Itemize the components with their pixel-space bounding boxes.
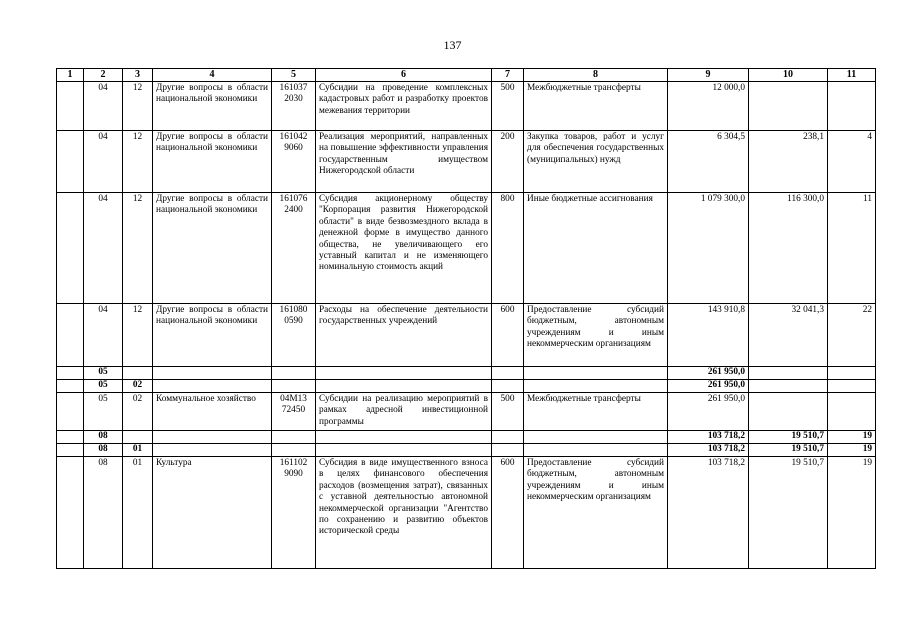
cell-amount: 261 950,0: [668, 393, 749, 431]
cell-section: 04: [84, 82, 123, 131]
cell-name: Коммунальное хозяйство: [153, 393, 272, 431]
cell-subsection: 12: [123, 82, 153, 131]
subsection-total-row: [57, 444, 876, 457]
cell-expense-name: [524, 380, 668, 393]
cell-number: [57, 444, 84, 457]
cell-section: 05: [84, 367, 123, 380]
cell-expense-type: [492, 431, 524, 444]
cell-description: Реализация мероприятий, направленных на повышение эффективности управления государственным имуществом Нижегородской области: [316, 131, 492, 193]
cell-amount-2: [749, 367, 828, 380]
cell-target-code: [272, 444, 316, 457]
cell-section: 08: [84, 431, 123, 444]
cell-amount-2: [749, 82, 828, 131]
cell-amount-3: [828, 82, 876, 131]
cell-amount-2: 19 510,7: [749, 444, 828, 457]
cell-number: [57, 393, 84, 431]
cell-name: [153, 367, 272, 380]
cell-amount-2: 19 510,7: [749, 431, 828, 444]
cell-expense-name: Межбюджетные трансферты: [524, 82, 668, 131]
cell-description: [316, 444, 492, 457]
cell-target-code: 161076 2400: [272, 193, 316, 304]
cell-amount-2: [749, 380, 828, 393]
column-header: 6: [316, 69, 492, 82]
cell-amount: 103 718,2: [668, 457, 749, 569]
cell-amount: 1 079 300,0: [668, 193, 749, 304]
cell-expense-type: 500: [492, 393, 524, 431]
cell-description: Субсидия акционерному обществу "Корпорация развития Нижегородской области" в виде безвозмездного вклада в денежной форме в имущество данного общества, не увеличивающего его уставный капитал и не изменяющего номинальную стоимость акций: [316, 193, 492, 304]
cell-target-code: 161080 0590: [272, 304, 316, 367]
cell-name: Другие вопросы в области национальной экономики: [153, 131, 272, 193]
cell-amount-3: 11: [828, 193, 876, 304]
column-header: 2: [84, 69, 123, 82]
table-row: [57, 193, 876, 304]
cell-amount-3: 19: [828, 444, 876, 457]
cell-amount: 12 000,0: [668, 82, 749, 131]
cell-name: [153, 444, 272, 457]
column-header: 1: [57, 69, 84, 82]
cell-section: 05: [84, 393, 123, 431]
cell-description: Субсидии на проведение комплексных кадастровых работ и разработку проектов межевания территории: [316, 82, 492, 131]
cell-amount: 103 718,2: [668, 444, 749, 457]
column-header: 11: [828, 69, 876, 82]
cell-description: [316, 431, 492, 444]
subsection-total-row: [57, 380, 876, 393]
cell-target-code: 161102 9090: [272, 457, 316, 569]
cell-subsection: [123, 367, 153, 380]
table-row: [57, 393, 876, 431]
cell-subsection: 02: [123, 380, 153, 393]
cell-description: Субсидия в виде имущественного взноса в целях финансового обеспечения расходов (возмещения затрат), связанных с уставной деятельностью автономной некоммерческой организации "Агентство по сохранению и развитию объектов исторической среды: [316, 457, 492, 569]
cell-subsection: [123, 431, 153, 444]
cell-number: [57, 431, 84, 444]
cell-name: Другие вопросы в области национальной экономики: [153, 193, 272, 304]
cell-target-code: 161042 9060: [272, 131, 316, 193]
cell-description: [316, 367, 492, 380]
page-number: 137: [443, 38, 462, 52]
section-total-row: [57, 431, 876, 444]
cell-subsection: 01: [123, 457, 153, 569]
cell-number: [57, 193, 84, 304]
cell-amount-2: [749, 393, 828, 431]
cell-section: 05: [84, 380, 123, 393]
cell-target-code: 161037 2030: [272, 82, 316, 131]
column-header: 10: [749, 69, 828, 82]
column-header: 5: [272, 69, 316, 82]
cell-section: 04: [84, 304, 123, 367]
table-row: [57, 131, 876, 193]
cell-expense-type: 600: [492, 457, 524, 569]
cell-name: Культура: [153, 457, 272, 569]
cell-description: [316, 380, 492, 393]
cell-amount-3: [828, 393, 876, 431]
cell-number: [57, 82, 84, 131]
cell-number: [57, 367, 84, 380]
table-row: [57, 82, 876, 131]
cell-amount-2: 32 041,3: [749, 304, 828, 367]
budget-table: [56, 68, 876, 569]
cell-expense-type: 200: [492, 131, 524, 193]
cell-amount: 6 304,5: [668, 131, 749, 193]
section-total-row: [57, 367, 876, 380]
cell-amount-3: [828, 380, 876, 393]
cell-expense-name: [524, 444, 668, 457]
cell-amount-2: 19 510,7: [749, 457, 828, 569]
cell-section: 04: [84, 193, 123, 304]
column-header: 9: [668, 69, 749, 82]
cell-amount: 143 910,8: [668, 304, 749, 367]
cell-amount: 103 718,2: [668, 431, 749, 444]
cell-description: Расходы на обеспечение деятельности государственных учреждений: [316, 304, 492, 367]
cell-amount-3: 22: [828, 304, 876, 367]
cell-section: 08: [84, 457, 123, 569]
cell-amount: 261 950,0: [668, 367, 749, 380]
cell-amount-3: 19: [828, 457, 876, 569]
cell-expense-name: Предоставление субсидий бюджетным, автономным учреждениям и иным некоммерческим организациям: [524, 304, 668, 367]
cell-section: 08: [84, 444, 123, 457]
cell-section: 04: [84, 131, 123, 193]
cell-name: Другие вопросы в области национальной экономики: [153, 304, 272, 367]
cell-expense-type: [492, 444, 524, 457]
cell-expense-type: [492, 380, 524, 393]
cell-amount-2: 116 300,0: [749, 193, 828, 304]
cell-target-code: [272, 380, 316, 393]
column-header: 4: [153, 69, 272, 82]
cell-amount-3: 4: [828, 131, 876, 193]
cell-expense-name: Закупка товаров, работ и услуг для обеспечения государственных (муниципальных) нужд: [524, 131, 668, 193]
cell-subsection: 12: [123, 193, 153, 304]
cell-expense-name: Предоставление субсидий бюджетным, автономным учреждениям и иным некоммерческим организациям: [524, 457, 668, 569]
cell-amount-2: 238,1: [749, 131, 828, 193]
cell-expense-type: 600: [492, 304, 524, 367]
cell-target-code: [272, 431, 316, 444]
cell-subsection: 02: [123, 393, 153, 431]
table-row: [57, 457, 876, 569]
cell-expense-name: [524, 431, 668, 444]
cell-subsection: 01: [123, 444, 153, 457]
cell-expense-name: [524, 367, 668, 380]
cell-expense-name: Межбюджетные трансферты: [524, 393, 668, 431]
cell-name: [153, 380, 272, 393]
table-row: [57, 304, 876, 367]
cell-number: [57, 380, 84, 393]
cell-amount-3: 19: [828, 431, 876, 444]
column-header: 3: [123, 69, 153, 82]
header-row: [57, 69, 876, 82]
cell-subsection: 12: [123, 131, 153, 193]
cell-subsection: 12: [123, 304, 153, 367]
cell-number: [57, 131, 84, 193]
cell-expense-type: 500: [492, 82, 524, 131]
cell-target-code: 04М13 72450: [272, 393, 316, 431]
cell-amount: 261 950,0: [668, 380, 749, 393]
column-header: 8: [524, 69, 668, 82]
cell-number: [57, 457, 84, 569]
cell-number: [57, 304, 84, 367]
column-header: 7: [492, 69, 524, 82]
cell-expense-type: 800: [492, 193, 524, 304]
cell-name: [153, 431, 272, 444]
cell-name: Другие вопросы в области национальной экономики: [153, 82, 272, 131]
cell-expense-name: Иные бюджетные ассигнования: [524, 193, 668, 304]
cell-target-code: [272, 367, 316, 380]
cell-expense-type: [492, 367, 524, 380]
cell-amount-3: [828, 367, 876, 380]
cell-description: Субсидии на реализацию мероприятий в рамках адресной инвестиционной программы: [316, 393, 492, 431]
